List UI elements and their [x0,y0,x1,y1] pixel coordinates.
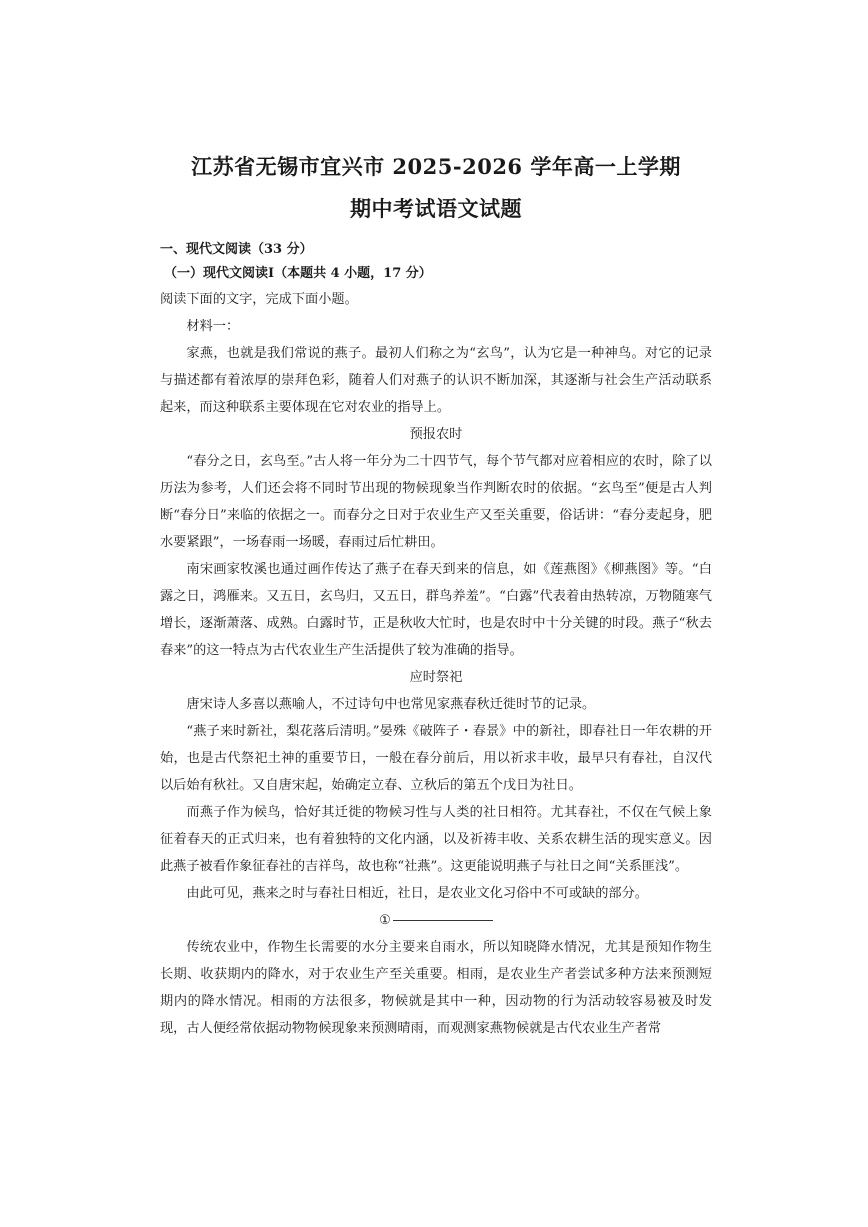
heading-blank [160,907,712,934]
section-heading: 一、现代文阅读（33 分） [160,242,313,257]
instruction-text: 阅读下面的文字，完成下面小题。 [160,292,358,307]
fill-in-blank-line [393,920,493,921]
title-line-2: 期中考试语文试题 [350,196,522,221]
paragraph-3: 南宋画家牧溪也通过画作传达了燕子在春天到来的信息，如《莲燕图》《柳燕图》等。“白露之日，鸿雁来。又五日，玄鸟归，又五日，群鸟养羞”。“白露”代表着由热转凉，万物随寒气增长，逐渐萧落、成熟。白露时节，正是秋收大忙时，也是农时中十分关键的时段。燕子“秋去春来”的这一特点为古代农业生产生活提供了较为准确的指导。 [160,562,712,658]
title-line-1: 江苏省无锡市宜兴市 2025-2026 学年高一上学期 [191,154,681,179]
material-label: 材料一： [186,319,240,334]
paragraph-5: “燕子来时新社，梨花落后清明。”晏殊《破阵子・春景》中的新社，即春社日一年农耕的开始，也是古代祭祀土神的重要节日，一般在春分前后，用以祈求丰收，最早只有春社，自汉代以后始有秋社。又自唐宋起，始确定立春、立秋后的第五个戊日为社日。 [160,724,712,793]
paragraph-4: 唐宋诗人多喜以燕喻人，不过诗句中也常见家燕春秋迁徙时节的记录。 [186,697,596,712]
paragraph-7: 由此可见，燕来之时与春社日相近，社日，是农业文化习俗中不可或缺的部分。 [186,886,648,901]
paragraph-8: 传统农业中，作物生长需要的水分主要来自雨水，所以知晓降水情况，尤其是预知作物生长期、收获期内的降水，对于农业生产至关重要。相雨，是农业生产者尝试多种方法来预测短期内的降水情况。相雨的方法很多，物候就是其中一种，因动物的行为活动较容易被及时发现，古人便经常依据动物物候现象来预测晴雨，而观测家燕物候就是古代农业生产者常 [160,940,712,1036]
document-body [160,150,712,1042]
paragraph-1: 家燕，也就是我们常说的燕子。最初人们称之为“玄鸟”，认为它是一种神鸟。对它的记录与描述都有着浓厚的崇拜色彩，随着人们对燕子的认识不断加深，其逐渐与社会生产活动联系起来，而这种联系主要体现在它对农业的指导上。 [160,346,712,415]
paragraph-6: 而燕子作为候鸟，恰好其迁徙的物候习性与人类的社日相符。尤其春社，不仅在气候上象征着春天的正式归来，也有着独特的文化内涵，以及祈祷丰收、关系农耕生活的现实意义。因此燕子被看作象征春社的吉祥鸟，故也称“社燕”。这更能说明燕子与社日之间“关系匪浅”。 [160,805,712,874]
subsection-heading: （一）现代文阅读Ⅰ（本题共 4 小题，17 分） [164,266,432,281]
blank-marker: ① [379,913,391,928]
heading-sacrifice: 应时祭祀 [409,670,463,685]
heading-forecast-farming: 预报农时 [409,427,463,442]
paragraph-2: “春分之日，玄鸟至。”古人将一年分为二十四节气，每个节气都对应着相应的农时，除了以历法为参考，人们还会将不同时节出现的物候现象当作判断农时的依据。“玄鸟至”便是古人判断“春分日”来临的依据之一。而春分之日对于农业生产又至关重要，俗话讲：“春分麦起身，肥水要紧跟”，一场春雨一场暖，春雨过后忙耕田。 [160,454,712,550]
